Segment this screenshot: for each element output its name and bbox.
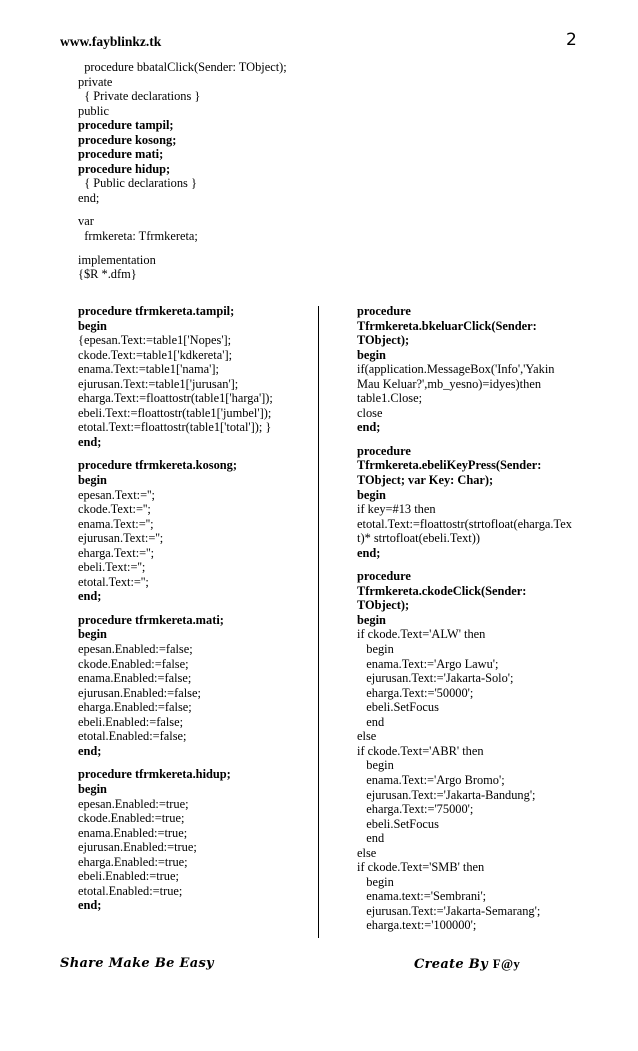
code-line: ebeli.SetFocus: [357, 700, 439, 715]
code-line: epesan.Enabled:=true;: [78, 796, 189, 811]
code-line: begin: [357, 612, 386, 627]
code-line: enama.Text:=table1['nama'];: [78, 362, 219, 377]
code-line: procedure bbatalClick(Sender: TObject);: [78, 60, 287, 74]
code-line: enama.Text:='Argo Bromo';: [357, 772, 505, 787]
code-line: ckode.Enabled:=true;: [78, 811, 185, 826]
code-line: begin: [357, 487, 386, 502]
blank-line: [357, 435, 572, 444]
code-line: eharga.Text:='50000';: [357, 685, 474, 700]
code-line: ejurusan.Text:='Jakarta-Solo';: [357, 671, 514, 686]
code-line: etotal.Text:=floattostr(strtofloat(eharga.Tex: [357, 516, 572, 531]
code-line: ejurusan.Text:=table1['jurusan'];: [78, 376, 239, 391]
code-line: if ckode.Text='ALW' then: [357, 627, 486, 642]
code-line: enama.Text:='';: [78, 516, 154, 531]
code-line: table1.Close;: [357, 391, 423, 406]
code-line: procedure tfrmkereta.tampil;: [78, 304, 235, 318]
code-line: procedure mati;: [78, 147, 164, 162]
code-line: ejurusan.Enabled:=false;: [78, 685, 201, 700]
code-line: if key=#13 then: [357, 502, 436, 517]
code-line: end;: [78, 190, 100, 205]
code-line: epesan.Text:='';: [78, 487, 155, 502]
code-line: enama.Text:='Argo Lawu';: [357, 656, 499, 671]
code-line: begin: [357, 642, 394, 657]
code-line: TObject);: [357, 598, 410, 613]
code-line: eharga.Text:='75000';: [357, 802, 474, 817]
code-line: eharga.Enabled:=true;: [78, 854, 188, 869]
code-line: end: [357, 831, 385, 846]
code-line: procedure kosong;: [78, 132, 177, 147]
blank-line: [78, 205, 287, 214]
code-line: enama.Enabled:=false;: [78, 671, 192, 686]
code-line: var: [78, 214, 94, 229]
code-line: private: [78, 74, 113, 89]
code-line: eharga.Enabled:=false;: [78, 700, 192, 715]
code-line: procedure: [357, 304, 411, 318]
blank-line: [78, 758, 273, 767]
code-line: etotal.Text:='';: [78, 574, 149, 589]
code-line: begin: [78, 318, 107, 333]
code-line: ckode.Enabled:=false;: [78, 656, 189, 671]
code-line: procedure: [357, 443, 411, 458]
header-url: www.fayblinkz.tk: [60, 34, 162, 49]
footer-left-text: Share Make Be Easy: [60, 956, 214, 971]
blank-line: [357, 560, 572, 569]
code-line: begin: [357, 874, 394, 889]
right-code-column: [357, 304, 572, 933]
code-line: begin: [78, 473, 107, 488]
code-line: eharga.Text:=floattostr(table1['harga']);: [78, 391, 273, 406]
code-line: TObject; var Key: Char);: [357, 473, 494, 488]
blank-line: [78, 244, 287, 253]
code-line: ebeli.Enabled:=false;: [78, 714, 184, 729]
code-line: etotal.Enabled:=false;: [78, 729, 187, 744]
code-line: ebeli.Enabled:=true;: [78, 869, 179, 884]
code-line: etotal.Enabled:=true;: [78, 883, 183, 898]
code-line: end;: [78, 898, 102, 913]
code-line: procedure tfrmkereta.hidup;: [78, 767, 231, 782]
code-line: { Public declarations }: [78, 176, 197, 191]
code-line: {$R *.dfm}: [78, 267, 137, 282]
footer-right-text: [414, 956, 520, 972]
left-code-column: [78, 304, 273, 913]
code-line: ejurusan.Enabled:=true;: [78, 840, 197, 855]
code-line: { Private declarations }: [78, 89, 201, 104]
code-line: procedure: [357, 569, 411, 584]
code-line: TObject);: [357, 333, 410, 348]
code-line: end;: [78, 434, 102, 449]
code-line: ejurusan.Text:='';: [78, 531, 164, 546]
footer-create-by: Create By: [414, 957, 488, 972]
code-line: Tfrmkereta.ebeliKeyPress(Sender:: [357, 458, 542, 473]
code-line: end;: [357, 545, 381, 560]
code-line: ebeli.Text:='';: [78, 560, 146, 575]
page-number: 2: [566, 30, 577, 50]
code-line: t)* strtofloat(ebeli.Text)): [357, 531, 480, 546]
code-line: end: [357, 714, 385, 729]
code-line: eharga.text:='100000';: [357, 918, 477, 933]
code-line: end;: [78, 589, 102, 604]
code-line: etotal.Text:=floattostr(table1['total']); }: [78, 420, 272, 435]
code-line: enama.Enabled:=true;: [78, 825, 188, 840]
code-line: if(application.MessageBox('Info','Yakin: [357, 362, 555, 377]
code-line: if ckode.Text='ABR' then: [357, 743, 484, 758]
code-line: ebeli.Text:=floattostr(table1['jumbel']);: [78, 405, 272, 420]
code-line: begin: [78, 627, 107, 642]
code-line: close: [357, 405, 383, 420]
code-line: else: [357, 845, 377, 860]
blank-line: [78, 449, 273, 458]
footer-author: F@y: [492, 956, 521, 971]
code-line: frmkereta: Tfrmkereta;: [78, 229, 198, 244]
code-line: public: [78, 103, 109, 118]
code-line: end;: [78, 743, 102, 758]
code-line: ejurusan.Text:='Jakarta-Semarang';: [357, 903, 541, 918]
code-line: enama.text:='Sembrani';: [357, 889, 487, 904]
code-line: ckode.Text:='';: [78, 502, 151, 517]
code-line: end;: [357, 420, 381, 435]
code-line: begin: [357, 347, 386, 362]
code-line: eharga.Text:='';: [78, 545, 155, 560]
blank-line: [78, 604, 273, 613]
code-line: ejurusan.Text:='Jakarta-Bandung';: [357, 787, 536, 802]
code-line: ckode.Text:=table1['kdkereta'];: [78, 347, 233, 362]
code-line: procedure tfrmkereta.kosong;: [78, 458, 237, 473]
code-line: procedure tampil;: [78, 118, 174, 133]
code-line: begin: [357, 758, 394, 773]
code-line: begin: [78, 781, 107, 796]
code-line: procedure tfrmkereta.mati;: [78, 612, 224, 627]
code-line: {epesan.Text:=table1['Nopes'];: [78, 333, 232, 348]
code-line: implementation: [78, 252, 156, 267]
code-line: epesan.Enabled:=false;: [78, 642, 193, 657]
column-divider: [318, 306, 319, 938]
code-line: Mau Keluar?',mb_yesno)=idyes)then: [357, 376, 542, 391]
code-line: Tfrmkereta.bkeluarClick(Sender:: [357, 318, 537, 333]
code-line: if ckode.Text='SMB' then: [357, 860, 485, 875]
top-code-block: [78, 60, 287, 282]
code-line: ebeli.SetFocus: [357, 816, 439, 831]
code-line: else: [357, 729, 377, 744]
code-line: Tfrmkereta.ckodeClick(Sender:: [357, 583, 527, 598]
code-line: procedure hidup;: [78, 161, 171, 176]
